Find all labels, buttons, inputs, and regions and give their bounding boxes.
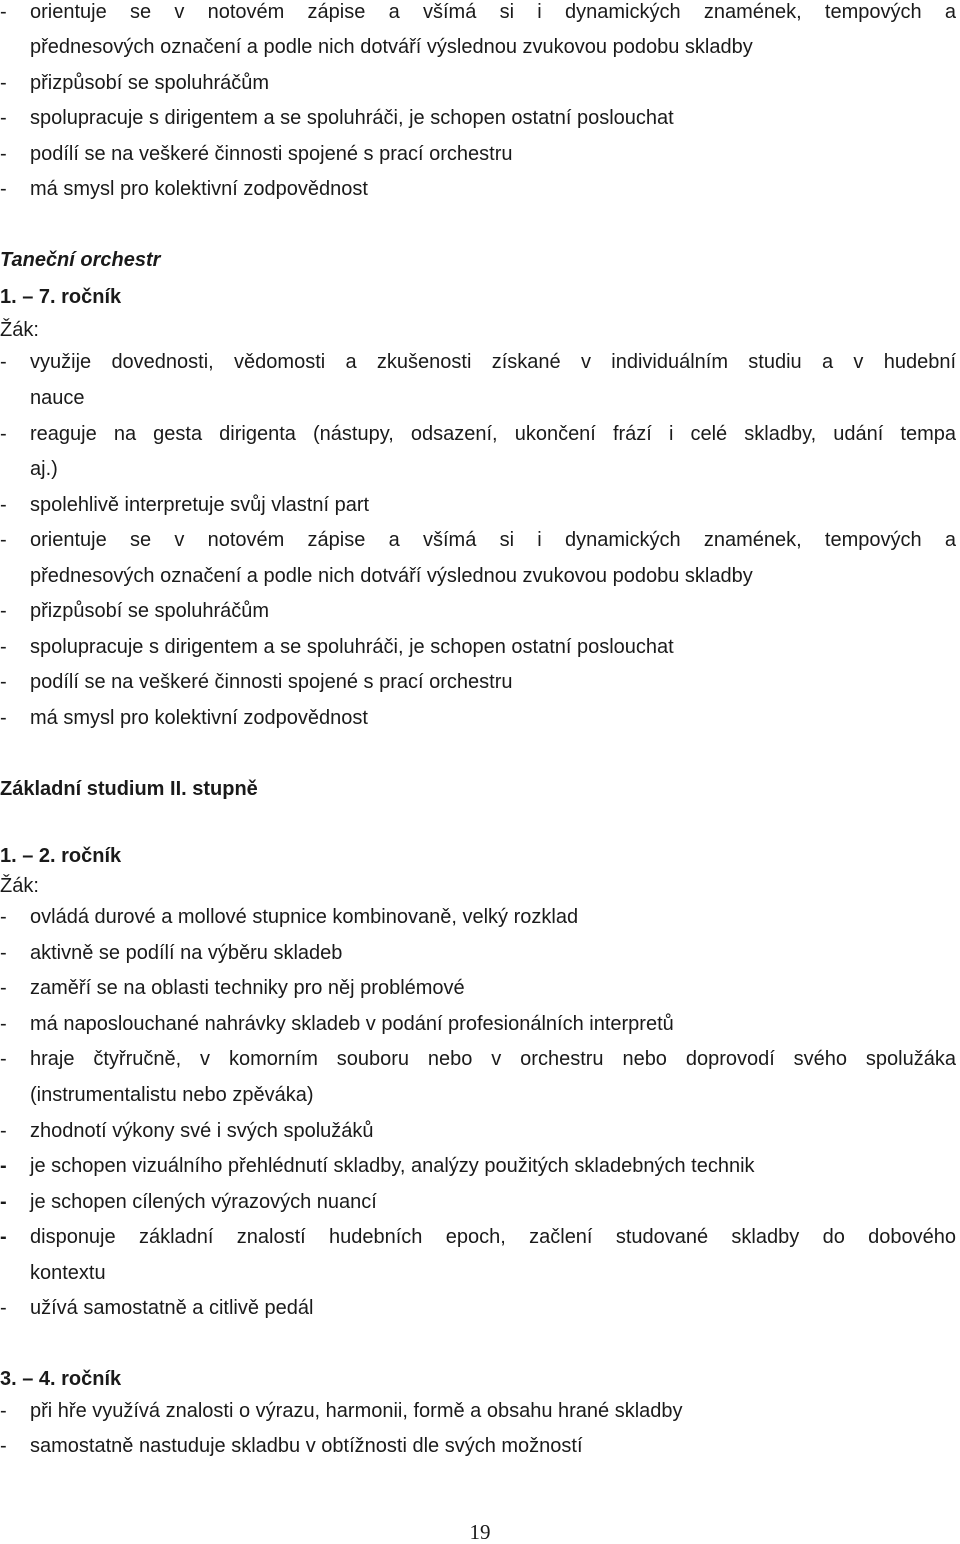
list-item-text: podílí se na veškeré činnosti spojené s prací orchestru <box>30 671 513 693</box>
list-item-text: spolehlivě interpretuje svůj vlastní part <box>30 494 370 516</box>
grade-heading: 3. – 4. ročník <box>0 1368 122 1390</box>
list-item-text: má smysl pro kolektivní zodpovědnost <box>30 178 368 200</box>
list-item-text: samostatně nastuduje skladbu v obtížnosti dle svých možností <box>30 1435 583 1457</box>
bullet: - <box>0 423 7 445</box>
list-item-text: přizpůsobí se spoluhráčům <box>30 72 270 94</box>
bullet: - <box>0 529 7 551</box>
list-item-text: je schopen vizuálního přehlédnutí skladby, analýzy použitých skladebných technik <box>30 1155 755 1177</box>
list-item-text: aj.) <box>30 458 58 480</box>
bullet: - <box>0 636 7 658</box>
bullet: - <box>0 942 7 964</box>
list-item-text: při hře využívá znalosti o výrazu, harmonii, formě a obsahu hrané skladby <box>30 1400 683 1422</box>
list-item-text: přizpůsobí se spoluhráčům <box>30 600 270 622</box>
bullet: - <box>0 1120 7 1142</box>
bullet: - <box>0 178 7 200</box>
list-item-text: užívá samostatně a citlivě pedál <box>30 1297 314 1319</box>
bullet: - <box>0 600 7 622</box>
bullet: - <box>0 1013 7 1035</box>
list-item-text: je schopen cílených výrazových nuancí <box>30 1191 377 1213</box>
bullet: - <box>0 671 7 693</box>
bullet: - <box>0 906 7 928</box>
bullet: - <box>0 143 7 165</box>
grade-heading: 1. – 2. ročník <box>0 845 122 867</box>
bullet: - <box>0 707 7 729</box>
student-label: Žák: <box>0 875 39 897</box>
student-label: Žák: <box>0 319 39 341</box>
bullet: - <box>0 494 7 516</box>
bullet: - <box>0 977 7 999</box>
list-item-text: spolupracuje s dirigentem a se spoluhráči, je schopen ostatní poslouchat <box>30 636 674 658</box>
bullet: - <box>0 1 7 23</box>
list-item-text: orientuje se v notovém zápise a všímá si i dynamických znamének, tempových a <box>30 1 956 23</box>
list-item-text: přednesových označení a podle nich dotváří výslednou zvukovou podobu skladby <box>30 565 753 587</box>
bullet: - <box>0 1400 7 1422</box>
bullet: - <box>0 351 7 373</box>
list-item-text: přednesových označení a podle nich dotváří výslednou zvukovou podobu skladby <box>30 36 753 58</box>
list-item-text: zaměří se na oblasti techniky pro něj problémové <box>30 977 465 999</box>
list-item-text: reaguje na gesta dirigenta (nástupy, odsazení, ukončení frází i celé skladby, udání tempa <box>30 423 956 445</box>
bullet: - <box>0 1191 7 1213</box>
list-item-text: podílí se na veškeré činnosti spojené s prací orchestru <box>30 143 513 165</box>
list-item-text: spolupracuje s dirigentem a se spoluhráči, je schopen ostatní poslouchat <box>30 107 674 129</box>
section-title: Taneční orchestr <box>0 249 161 271</box>
bullet: - <box>0 72 7 94</box>
bullet: - <box>0 107 7 129</box>
section-title: Základní studium II. stupně <box>0 778 258 800</box>
bullet: - <box>0 1155 7 1177</box>
bullet: - <box>0 1297 7 1319</box>
list-item-text: má naposlouchané nahrávky skladeb v podání profesionálních interpretů <box>30 1013 674 1035</box>
list-item-text: (instrumentalistu nebo zpěváka) <box>30 1084 314 1106</box>
list-item-text: ovládá durové a mollové stupnice kombinovaně, velký rozklad <box>30 906 579 928</box>
bullet: - <box>0 1048 7 1070</box>
list-item-text: zhodnotí výkony své i svých spolužáků <box>30 1120 374 1142</box>
page-number: 19 <box>469 1520 491 1544</box>
list-item-text: kontextu <box>30 1262 106 1284</box>
list-item-text: hraje čtyřručně, v komorním souboru nebo v orchestru nebo doprovodí svého spolužáka <box>30 1048 956 1070</box>
list-item-text: orientuje se v notovém zápise a všímá si i dynamických znamének, tempových a <box>30 529 956 551</box>
bullet: - <box>0 1435 7 1457</box>
list-item-text: nauce <box>30 387 85 409</box>
list-item-text: disponuje základní znalostí hudebních epoch, začlení studované skladby do dobového <box>30 1226 956 1248</box>
list-item-text: aktivně se podílí na výběru skladeb <box>30 942 343 964</box>
list-item-text: využije dovednosti, vědomosti a zkušenosti získané v individuálním studiu a v hudební <box>30 351 956 373</box>
list-item-text: má smysl pro kolektivní zodpovědnost <box>30 707 368 729</box>
bullet: - <box>0 1226 7 1248</box>
grade-heading: 1. – 7. ročník <box>0 286 122 308</box>
